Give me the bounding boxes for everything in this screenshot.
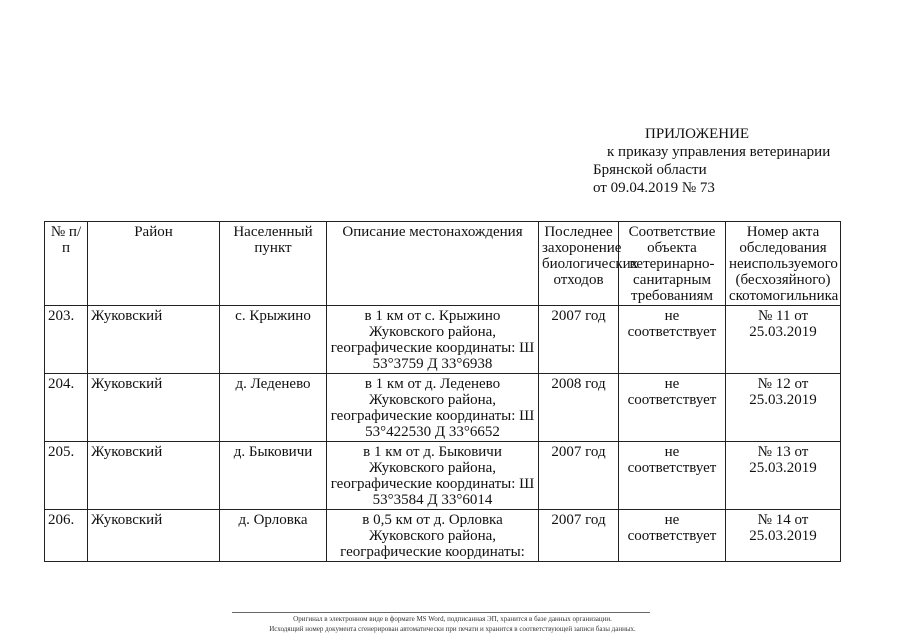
order-reference: к приказу управления ветеринарии xyxy=(607,144,831,160)
row-act-number: № 14 от 25.03.2019 xyxy=(726,510,841,562)
row-district: Жуковский xyxy=(88,306,220,374)
col-header-act-number: Номер акта обследования неиспользуемого (бесхозяйного) скотомогильника xyxy=(726,222,841,306)
row-act-number: № 13 от 25.03.2019 xyxy=(726,442,841,510)
col-header-compliance: Соответствие объекта ветеринарно-санитарным требованиям xyxy=(619,222,726,306)
row-compliance: не соответствует xyxy=(619,510,726,562)
row-district: Жуковский xyxy=(88,374,220,442)
col-header-number: № п/п xyxy=(45,222,88,306)
col-header-district: Район xyxy=(88,222,220,306)
footer-divider xyxy=(232,612,650,613)
order-date-number: от 09.04.2019 № 73 xyxy=(593,180,715,196)
row-district: Жуковский xyxy=(88,510,220,562)
row-act-number: № 12 от 25.03.2019 xyxy=(726,374,841,442)
table-row xyxy=(45,306,841,374)
row-location: в 1 км от д. Быковичи Жуковского района, географические координаты: Ш 53°3584 Д 33°6014 xyxy=(327,442,539,510)
row-location: в 1 км от д. Леденево Жуковского района, географические координаты: Ш 53°422530 Д 33°6652 xyxy=(327,374,539,442)
appendix-title: ПРИЛОЖЕНИЕ xyxy=(645,126,750,142)
row-compliance: не соответствует xyxy=(619,306,726,374)
row-settlement: д. Орловка xyxy=(220,510,327,562)
row-location: в 0,5 км от д. Орловка Жуковского района, географические координаты: xyxy=(327,510,539,562)
table-header-row xyxy=(45,222,841,306)
row-last-burial: 2007 год xyxy=(539,306,619,374)
footer-number-note: Исходящий номер документа сгенерирован автоматически при печати и хранится в соответствующей записи базы данных. xyxy=(269,625,636,633)
document-footer xyxy=(0,614,905,634)
row-settlement: д. Быковичи xyxy=(220,442,327,510)
row-last-burial: 2007 год xyxy=(539,442,619,510)
col-header-settlement: Населенный пункт xyxy=(220,222,327,306)
row-compliance: не соответствует xyxy=(619,442,726,510)
row-compliance: не соответствует xyxy=(619,374,726,442)
table-row xyxy=(45,510,841,562)
document-header xyxy=(593,125,830,197)
col-header-last-burial: Последнее захоронение биологических отходов xyxy=(539,222,619,306)
row-district: Жуковский xyxy=(88,442,220,510)
row-number: 206. xyxy=(45,510,88,562)
row-last-burial: 2008 год xyxy=(539,374,619,442)
row-location: в 1 км от с. Крыжино Жуковского района, географические координаты: Ш 53°3759 Д 33°6938 xyxy=(327,306,539,374)
row-settlement: д. Леденево xyxy=(220,374,327,442)
row-settlement: с. Крыжино xyxy=(220,306,327,374)
region-name: Брянской области xyxy=(593,162,707,178)
row-number: 203. xyxy=(45,306,88,374)
row-number: 205. xyxy=(45,442,88,510)
table-row xyxy=(45,374,841,442)
footer-original-note: Оригинал в электронном виде в формате MS Word, подписанная ЭП, хранится в базе данных организации. xyxy=(293,615,612,623)
table-row xyxy=(45,442,841,510)
col-header-location: Описание местонахождения xyxy=(327,222,539,306)
row-last-burial: 2007 год xyxy=(539,510,619,562)
row-act-number: № 11 от 25.03.2019 xyxy=(726,306,841,374)
burial-sites-table xyxy=(44,221,841,562)
row-number: 204. xyxy=(45,374,88,442)
